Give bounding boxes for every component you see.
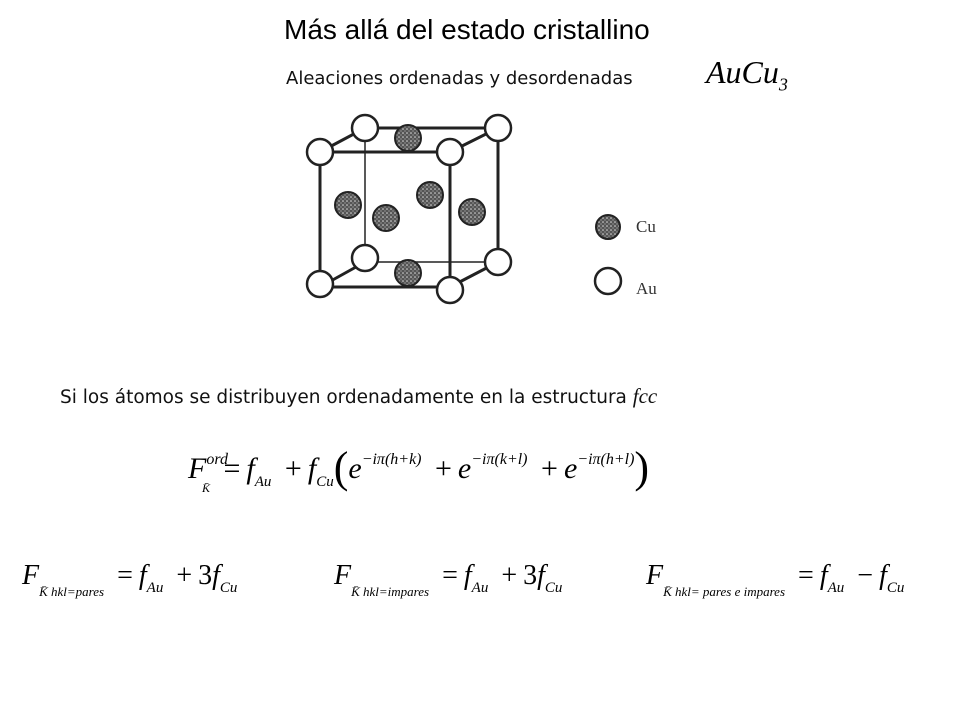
au-atom (437, 277, 463, 303)
au-atom (352, 115, 378, 141)
alloy-formula: AuCu$_3$ (706, 54, 788, 95)
au-atom (437, 139, 463, 165)
au-atom (352, 245, 378, 271)
au-atom (485, 249, 511, 275)
equation-odd: $F_{K̄ hkl=impares} = f_{Au} + 3f_{Cu}$ (334, 560, 563, 599)
cu-atom-right (459, 199, 485, 225)
equation-even: $F_{K̄ hkl=pares} = f_{Au} + 3f_{Cu}$ (22, 560, 238, 599)
cu-atom-back (417, 182, 443, 208)
au-legend-symbol (595, 268, 621, 294)
atom-legend (590, 205, 670, 305)
legend-symbols (590, 205, 630, 305)
cu-atom-bottom (395, 260, 421, 286)
au-atom (307, 139, 333, 165)
fcc-unit-cell-diagram (290, 100, 540, 320)
page-subtitle: Aleaciones ordenadas y desordenadas (286, 68, 633, 89)
cu-legend-symbol (596, 215, 620, 239)
structure-factor-equation: $F^{ord}_{K̄} = f_{Au} + f_{Cu}(e^{-i\pi(h+k)} + e^{-i\pi(k+l)} + e^{-i\pi(h+l)})$ (188, 443, 650, 495)
cu-legend-label: Cu (636, 217, 656, 236)
description-sentence: Si los átomos se distribuyen ordenadamente en la estructura fcc (60, 384, 658, 408)
cu-atom-top (395, 125, 421, 151)
au-atom (485, 115, 511, 141)
page-title: Más allá del estado cristallino (284, 14, 650, 45)
cu-atom-left (335, 192, 361, 218)
cu-atom-front (373, 205, 399, 231)
equation-mixed: $F_{K̄ hkl= pares e impares} = f_{Au} - f_{Cu}$ (646, 560, 905, 599)
au-legend-label: Au (636, 279, 657, 298)
au-atom (307, 271, 333, 297)
